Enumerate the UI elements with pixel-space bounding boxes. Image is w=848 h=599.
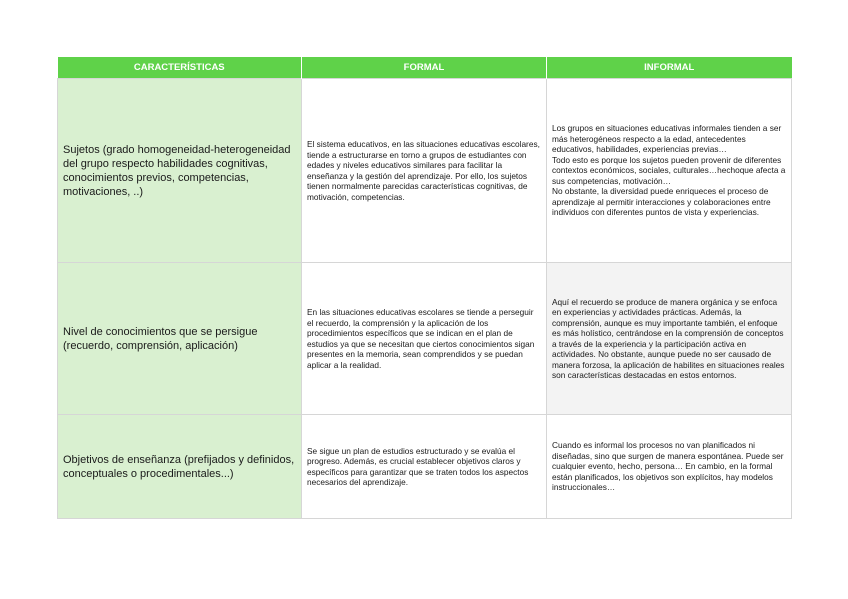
formal-text: En las situaciones educativas escolares se tiende a perseguir el recuerdo, la comprensión y la aplicación de los procedimientos específicos que se indican en el plan de estudios ya que se necesitan que ciertos conocimientos sigan presentes en la memoria, sean comprendidos y se puedan aplicar a la realidad.	[307, 307, 535, 370]
row-label: Nivel de conocimientos que se persigue (recuerdo, comprensión, aplicación)	[58, 263, 302, 415]
row-label: Objetivos de enseñanza (prefijados y definidos, conceptuales o procedimentales...)	[58, 415, 302, 519]
informal-cell	[547, 415, 792, 519]
table-row	[58, 263, 792, 415]
informal-text: Aquí el recuerdo se produce de manera orgánica y se enfoca en experiencias y actividades prácticas. Además, la comprensión, aunque es muy importante también, el enfoque es más holístico, centrándose en la comprensión de conceptos a través de la experiencia y la participación activa en actividades. No obstante, aunque puede no ser causado de manera forzosa, la aplicación de habilites en situaciones reales son características destacadas en estos entornos.	[552, 296, 785, 380]
informal-cell	[547, 79, 792, 263]
informal-cell	[547, 263, 792, 415]
formal-cell	[302, 263, 547, 415]
table-row	[58, 415, 792, 519]
formal-cell	[302, 415, 547, 519]
table-header-row	[58, 57, 792, 79]
formal-text: El sistema educativos, en las situaciones educativas escolares, tiende a estructurarse en torno a grupos de estudiantes con edades y niveles educativos similares para facilitar la enseñanza y la gestión del aprendizaje. Por ello, los sujetos tienen normalmente parecidas características cognitivas, de motivación, competencias.	[307, 139, 540, 202]
header-informal: INFORMAL	[547, 57, 792, 79]
formal-text: Se sigue un plan de estudios estructurado y se evalúa el progreso. Además, es crucial establecer objetivos claros y específicos para garantizar que se traten todos los aspectos necesarios del aprendizaje.	[307, 445, 529, 487]
header-formal: FORMAL	[302, 57, 547, 79]
header-caracteristicas: CARACTERÍSTICAS	[58, 57, 302, 79]
table-row	[58, 79, 792, 263]
formal-cell	[302, 79, 547, 263]
row-label: Sujetos (grado homogeneidad-heterogeneidad del grupo respecto habilidades cognitivas, conocimientos previos, competencias, motivaciones, ..)	[58, 79, 302, 263]
informal-text: Cuando es informal los procesos no van planificados ni diseñadas, sino que surgen de manera espontánea. Puede ser cualquier evento, hecho, persona… En cambio, en la formal están planificados, los objetivos son explícitos, hay modelos instruccionales…	[552, 440, 784, 493]
comparison-table	[57, 57, 792, 519]
informal-text: Los grupos en situaciones educativas informales tienden a ser más heterogéneos respecto a la edad, antecedentes educativos, habilidades, experiencias previas… Todo esto es porque los sujetos pueden provenir de diferentes contextos económicos, sociales, culturales…hechoque afecta a sus competencias, motivación… No obstante, la diversidad puede enriqueces el proceso de aprendizaje al permitir interacciones y colaboraciones entre individuos con diferentes puntos de vista y experiencias.	[552, 123, 786, 218]
